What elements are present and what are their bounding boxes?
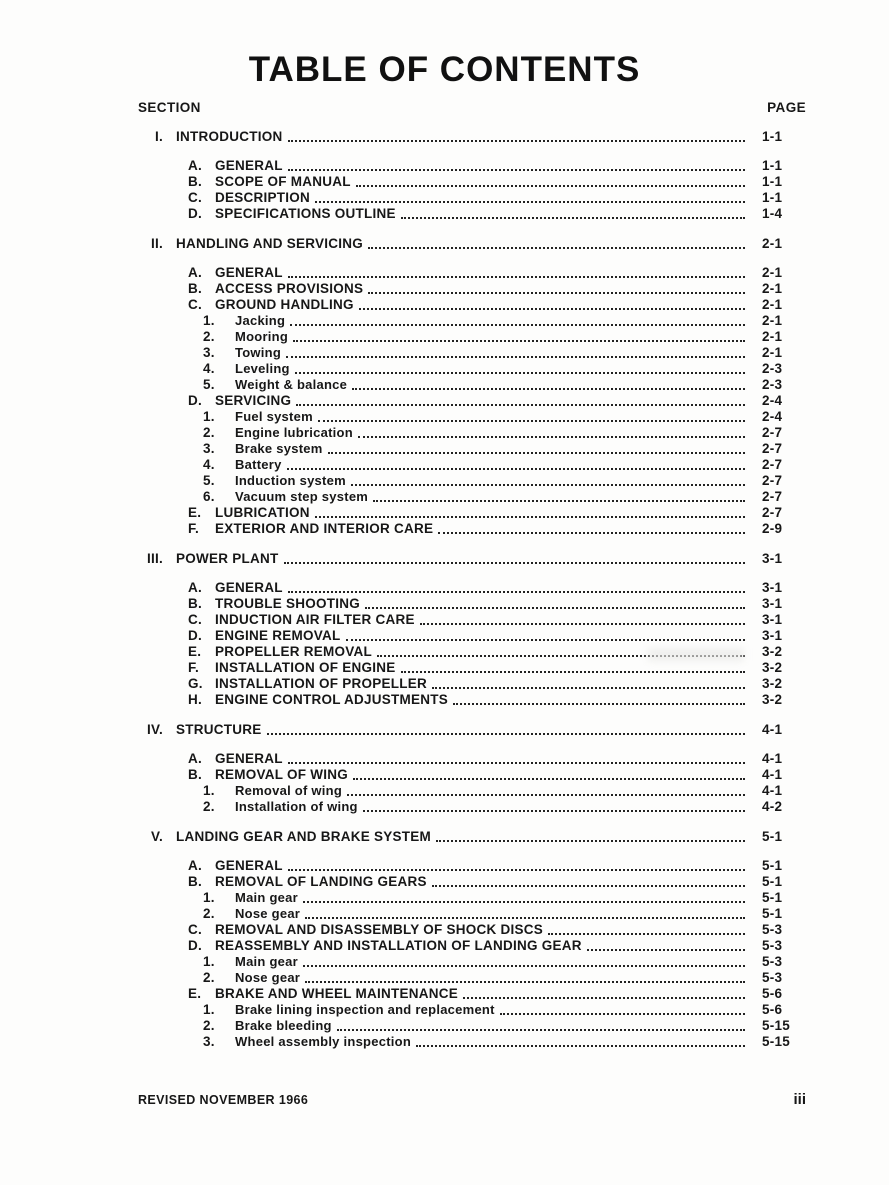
entry-title: GROUND HANDLING xyxy=(215,297,354,312)
entry-title: Removal of wing xyxy=(235,783,343,798)
toc-entry xyxy=(138,425,806,441)
entry-page: 2-7 xyxy=(762,425,783,440)
entry-title: HANDLING AND SERVICING xyxy=(176,236,364,251)
toc-entry xyxy=(138,628,806,644)
dot-leader xyxy=(420,623,745,625)
toc-entry xyxy=(138,345,806,361)
entry-page: 2-1 xyxy=(762,329,783,344)
dot-leader xyxy=(356,185,745,187)
revision-note: REVISED NOVEMBER 1966 xyxy=(138,1093,309,1107)
entry-label: D. xyxy=(188,393,202,408)
entry-page: 2-1 xyxy=(762,236,783,251)
entry-page: 3-2 xyxy=(762,660,783,675)
entry-page: 4-1 xyxy=(762,767,783,782)
entry-label: 6. xyxy=(203,489,215,504)
entry-label: 1. xyxy=(203,1002,215,1017)
entry-page: 5-1 xyxy=(762,874,783,889)
entry-label: 3. xyxy=(203,441,215,456)
entry-title: SCOPE OF MANUAL xyxy=(215,174,351,189)
dot-leader xyxy=(328,452,745,454)
entry-title: ENGINE CONTROL ADJUSTMENTS xyxy=(215,692,449,707)
entry-page: 2-7 xyxy=(762,457,783,472)
entry-title: GENERAL xyxy=(215,858,283,873)
entry-title: DESCRIPTION xyxy=(215,190,311,205)
entry-page: 1-1 xyxy=(762,129,783,144)
entry-page: 4-1 xyxy=(762,751,783,766)
entry-page: 5-15 xyxy=(762,1034,791,1049)
toc-entry xyxy=(138,489,806,505)
dot-leader xyxy=(337,1029,745,1031)
entry-title: LANDING GEAR AND BRAKE SYSTEM xyxy=(176,829,432,844)
dot-leader xyxy=(315,201,745,203)
entry-title: LUBRICATION xyxy=(215,505,310,520)
entry-label: C. xyxy=(188,922,202,937)
entry-title: Towing xyxy=(235,345,282,360)
entry-label: 2. xyxy=(203,329,215,344)
entry-page: 4-1 xyxy=(762,722,783,737)
entry-label: D. xyxy=(188,628,202,643)
entry-label: 2. xyxy=(203,1018,215,1033)
entry-label: B. xyxy=(188,767,202,782)
toc-entry xyxy=(138,281,806,297)
entry-title: Brake system xyxy=(235,441,323,456)
page-number: iii xyxy=(793,1091,806,1108)
dot-leader xyxy=(347,794,745,796)
dot-leader xyxy=(358,436,745,438)
dot-leader xyxy=(463,997,745,999)
entry-page: 5-1 xyxy=(762,858,783,873)
toc-entry xyxy=(138,799,806,815)
entry-title: Brake bleeding xyxy=(235,1018,332,1033)
toc-entry xyxy=(138,521,806,537)
page-footer xyxy=(138,1091,806,1108)
entry-title: Jacking xyxy=(235,313,286,328)
toc-entry xyxy=(138,954,806,970)
toc-entry xyxy=(138,922,806,938)
entry-label: 2. xyxy=(203,906,215,921)
column-headers xyxy=(138,100,806,115)
toc-entry xyxy=(138,441,806,457)
dot-leader xyxy=(587,949,745,951)
dot-leader xyxy=(363,810,745,812)
toc-list xyxy=(138,129,806,1050)
toc-entry xyxy=(138,970,806,986)
dot-leader xyxy=(288,169,745,171)
page-title: TABLE OF CONTENTS xyxy=(248,50,641,89)
entry-label: I. xyxy=(154,129,163,144)
toc-entry xyxy=(138,236,806,252)
toc-entry xyxy=(138,1002,806,1018)
entry-label: B. xyxy=(188,174,202,189)
dot-leader xyxy=(352,388,745,390)
entry-title: Vacuum step system xyxy=(235,489,369,504)
toc-entry xyxy=(138,906,806,922)
dot-leader xyxy=(293,340,745,342)
dot-leader xyxy=(373,500,745,502)
entry-page: 2-4 xyxy=(762,393,783,408)
dot-leader xyxy=(303,901,745,903)
dot-leader xyxy=(353,778,745,780)
entry-title: REASSEMBLY AND INSTALLATION OF LANDING GEAR xyxy=(215,938,582,953)
entry-page: 2-1 xyxy=(762,297,783,312)
entry-title: Nose gear xyxy=(235,970,301,985)
dot-leader xyxy=(416,1045,745,1047)
entry-title: Brake lining inspection and replacement xyxy=(235,1002,495,1017)
toc-entry xyxy=(138,722,806,738)
toc-entry xyxy=(138,329,806,345)
toc-entry xyxy=(138,890,806,906)
dot-leader xyxy=(368,292,745,294)
entry-page: 2-3 xyxy=(762,361,783,376)
entry-label: E. xyxy=(188,505,202,520)
entry-label: 1. xyxy=(203,954,215,969)
dot-leader xyxy=(368,247,745,249)
toc-entry xyxy=(138,174,806,190)
dot-leader xyxy=(453,703,745,705)
toc-entry xyxy=(138,751,806,767)
entry-label: 3. xyxy=(203,345,215,360)
entry-label: B. xyxy=(188,596,202,611)
toc-entry xyxy=(138,377,806,393)
entry-title: SPECIFICATIONS OUTLINE xyxy=(215,206,396,221)
entry-page: 2-7 xyxy=(762,441,783,456)
entry-label: C. xyxy=(188,612,202,627)
toc-entry xyxy=(138,1018,806,1034)
entry-label: A. xyxy=(188,858,202,873)
entry-page: 2-9 xyxy=(762,521,783,536)
entry-title: Induction system xyxy=(235,473,346,488)
entry-title: INSTALLATION OF ENGINE xyxy=(215,660,396,675)
entry-page: 4-2 xyxy=(762,799,783,814)
toc-entry xyxy=(138,644,806,660)
entry-label: C. xyxy=(188,190,202,205)
entry-title: Main gear xyxy=(235,954,298,969)
dot-leader xyxy=(365,607,745,609)
dot-leader xyxy=(305,981,745,983)
entry-page: 5-3 xyxy=(762,954,783,969)
toc-entry xyxy=(138,767,806,783)
entry-label: D. xyxy=(188,206,202,221)
toc-entry xyxy=(138,457,806,473)
entry-label: 1. xyxy=(203,890,215,905)
entry-title: POWER PLANT xyxy=(176,551,279,566)
entry-title: SERVICING xyxy=(215,393,292,408)
entry-label: IV. xyxy=(146,722,163,737)
dot-leader xyxy=(548,933,745,935)
dot-leader xyxy=(284,562,746,564)
entry-page: 1-1 xyxy=(762,158,783,173)
entry-label: A. xyxy=(188,580,202,595)
dot-leader xyxy=(288,869,745,871)
entry-page: 3-2 xyxy=(762,676,783,691)
entry-label: 4. xyxy=(203,457,215,472)
entry-label: 5. xyxy=(203,473,215,488)
dot-leader xyxy=(432,687,745,689)
entry-page: 2-3 xyxy=(762,377,783,392)
entry-page: 5-1 xyxy=(762,829,783,844)
dot-leader xyxy=(438,532,745,534)
dot-leader xyxy=(303,965,745,967)
entry-page: 5-6 xyxy=(762,986,783,1001)
entry-label: A. xyxy=(188,751,202,766)
entry-page: 1-1 xyxy=(762,190,783,205)
entry-title: Wheel assembly inspection xyxy=(235,1034,412,1049)
entry-page: 5-1 xyxy=(762,890,783,905)
entry-label: C. xyxy=(188,297,202,312)
toc-entry xyxy=(138,858,806,874)
entry-title: Weight & balance xyxy=(235,377,348,392)
toc-entry xyxy=(138,692,806,708)
entry-page: 2-1 xyxy=(762,265,783,280)
entry-label: B. xyxy=(188,281,202,296)
entry-label: 1. xyxy=(203,313,215,328)
dot-leader xyxy=(295,372,745,374)
dot-leader xyxy=(401,671,746,673)
entry-page: 2-1 xyxy=(762,281,783,296)
entry-page: 2-7 xyxy=(762,473,783,488)
dot-leader xyxy=(267,733,746,735)
entry-title: INTRODUCTION xyxy=(176,129,283,144)
entry-title: INSTALLATION OF PROPELLER xyxy=(215,676,427,691)
entry-page: 5-3 xyxy=(762,922,783,937)
toc-entry xyxy=(138,393,806,409)
entry-title: REMOVAL OF LANDING GEARS xyxy=(215,874,427,889)
entry-title: PROPELLER REMOVAL xyxy=(215,644,373,659)
dot-leader xyxy=(351,484,745,486)
entry-title: STRUCTURE xyxy=(176,722,262,737)
toc-entry xyxy=(138,986,806,1002)
entry-label: 5. xyxy=(203,377,215,392)
toc-entry xyxy=(138,313,806,329)
entry-page: 5-6 xyxy=(762,1002,783,1017)
toc-entry xyxy=(138,783,806,799)
entry-page: 3-1 xyxy=(762,551,783,566)
entry-page: 2-4 xyxy=(762,409,783,424)
entry-label: B. xyxy=(188,874,202,889)
dot-leader xyxy=(305,917,745,919)
entry-page: 3-1 xyxy=(762,612,783,627)
entry-page: 3-2 xyxy=(762,644,783,659)
dot-leader xyxy=(315,516,745,518)
entry-title: ACCESS PROVISIONS xyxy=(215,281,364,296)
entry-title: Fuel system xyxy=(235,409,313,424)
entry-label: D. xyxy=(188,938,202,953)
entry-title: INDUCTION AIR FILTER CARE xyxy=(215,612,415,627)
entry-page: 5-3 xyxy=(762,970,783,985)
dot-leader xyxy=(500,1013,745,1015)
entry-label: V. xyxy=(150,829,163,844)
entry-title: REMOVAL AND DISASSEMBLY OF SHOCK DISCS xyxy=(215,922,544,937)
dot-leader xyxy=(346,639,745,641)
toc-entry xyxy=(138,551,806,567)
toc-entry xyxy=(138,580,806,596)
entry-label: F. xyxy=(188,521,200,536)
entry-label: 2. xyxy=(203,970,215,985)
entry-page: 2-1 xyxy=(762,313,783,328)
dot-leader xyxy=(288,276,745,278)
toc-entry xyxy=(138,660,806,676)
dot-leader xyxy=(287,468,745,470)
toc-entry xyxy=(138,505,806,521)
dot-leader xyxy=(377,655,745,657)
dot-leader xyxy=(290,324,745,326)
entry-page: 3-1 xyxy=(762,580,783,595)
entry-title: GENERAL xyxy=(215,580,283,595)
entry-page: 5-1 xyxy=(762,906,783,921)
entry-label: 4. xyxy=(203,361,215,376)
entry-label: III. xyxy=(146,551,163,566)
dot-leader xyxy=(288,762,745,764)
entry-label: 2. xyxy=(203,799,215,814)
entry-label: A. xyxy=(188,158,202,173)
entry-title: Mooring xyxy=(235,329,289,344)
entry-title: Leveling xyxy=(235,361,290,376)
entry-title: BRAKE AND WHEEL MAINTENANCE xyxy=(215,986,458,1001)
toc-entry xyxy=(138,676,806,692)
entry-title: GENERAL xyxy=(215,158,283,173)
entry-label: 1. xyxy=(203,783,215,798)
dot-leader xyxy=(318,420,745,422)
entry-page: 4-1 xyxy=(762,783,783,798)
toc-entry xyxy=(138,612,806,628)
entry-label: G. xyxy=(188,676,203,691)
dot-leader xyxy=(296,404,745,406)
entry-page: 2-7 xyxy=(762,489,783,504)
entry-title: Battery xyxy=(235,457,282,472)
entry-title: Main gear xyxy=(235,890,298,905)
entry-label: F. xyxy=(188,660,200,675)
entry-label: E. xyxy=(188,986,202,1001)
entry-title: GENERAL xyxy=(215,265,283,280)
dot-leader xyxy=(432,885,745,887)
entry-title: ENGINE REMOVAL xyxy=(215,628,341,643)
entry-page: 2-7 xyxy=(762,505,783,520)
toc-entry xyxy=(138,829,806,845)
entry-label: II. xyxy=(150,236,163,251)
entry-page: 1-4 xyxy=(762,206,783,221)
toc-entry xyxy=(138,297,806,313)
entry-page: 3-1 xyxy=(762,628,783,643)
entry-page: 2-1 xyxy=(762,345,783,360)
entry-title: Installation of wing xyxy=(235,799,358,814)
entry-title: Engine lubrication xyxy=(235,425,353,440)
toc-entry xyxy=(138,129,806,145)
entry-page: 5-3 xyxy=(762,938,783,953)
entry-title: EXTERIOR AND INTERIOR CARE xyxy=(215,521,434,536)
entry-title: TROUBLE SHOOTING xyxy=(215,596,360,611)
page-column-header: PAGE xyxy=(767,100,806,115)
toc-entry xyxy=(138,206,806,222)
entry-page: 3-2 xyxy=(762,692,783,707)
entry-title: Nose gear xyxy=(235,906,301,921)
dot-leader xyxy=(288,591,745,593)
entry-label: E. xyxy=(188,644,202,659)
toc-entry xyxy=(138,190,806,206)
dot-leader xyxy=(359,308,745,310)
entry-page: 3-1 xyxy=(762,596,783,611)
entry-title: GENERAL xyxy=(215,751,283,766)
dot-leader xyxy=(286,356,745,358)
dot-leader xyxy=(436,840,745,842)
dot-leader xyxy=(288,140,746,142)
toc-entry xyxy=(138,1034,806,1050)
entry-label: 2. xyxy=(203,425,215,440)
entry-title: REMOVAL OF WING xyxy=(215,767,348,782)
entry-page: 5-15 xyxy=(762,1018,791,1033)
toc-entry xyxy=(138,265,806,281)
toc-entry xyxy=(138,361,806,377)
section-column-header: SECTION xyxy=(138,100,201,115)
toc-entry xyxy=(138,874,806,890)
toc-entry xyxy=(138,158,806,174)
entry-page: 1-1 xyxy=(762,174,783,189)
toc-entry xyxy=(138,938,806,954)
toc-entry xyxy=(138,596,806,612)
toc-entry xyxy=(138,473,806,489)
entry-label: A. xyxy=(188,265,202,280)
entry-label: 1. xyxy=(203,409,215,424)
dot-leader xyxy=(401,217,745,219)
entry-label: H. xyxy=(188,692,202,707)
toc-entry xyxy=(138,409,806,425)
entry-label: 3. xyxy=(203,1034,215,1049)
